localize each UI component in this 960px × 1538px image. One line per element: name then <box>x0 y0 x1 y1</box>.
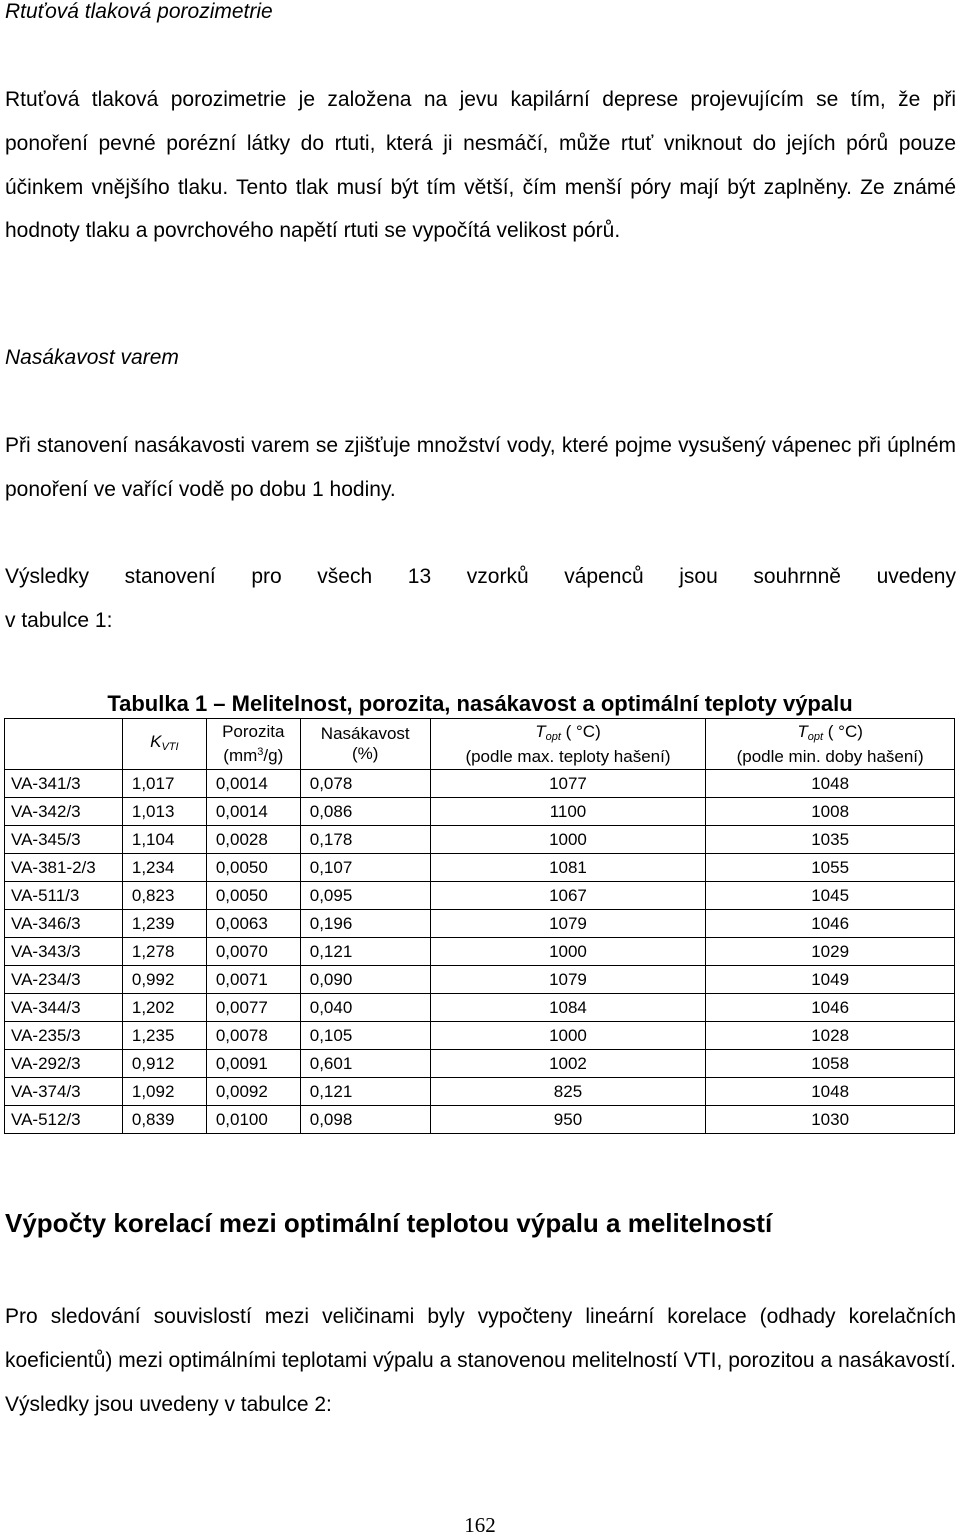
cell-topt-min: 1028 <box>706 1022 955 1050</box>
cell-nasakavost: 0,098 <box>300 1106 430 1134</box>
cell-porozita: 0,0100 <box>206 1106 300 1134</box>
paragraph-porozimetrie: Rtuťová tlaková porozimetrie je založena na jevu kapilární deprese projevujícím se tím, že při ponoření pevné porézní látky do rtuti, která ji nesmáčí, může rtuť vniknout do jejích pórů pouze účinkem vnějšího tlaku. Tento tlak musí být tím větší, čím menší póry mají být zaplněny. Ze známé hodnoty tlaku a povrchového napětí rtuti se vypočítá velikost pórů. <box>5 88 956 243</box>
cell-topt-max: 1067 <box>430 882 706 910</box>
cell-topt-min: 1058 <box>706 1050 955 1078</box>
table-row <box>5 882 955 910</box>
cell-nasakavost: 0,601 <box>300 1050 430 1078</box>
table-row <box>5 1078 955 1106</box>
cell-kvti: 1,239 <box>122 910 206 938</box>
cell-nasakavost: 0,105 <box>300 1022 430 1050</box>
cell-topt-max: 1081 <box>430 854 706 882</box>
cell-nasakavost: 0,121 <box>300 938 430 966</box>
cell-sample: VA-511/3 <box>5 882 123 910</box>
header-topt-max: $T_{opt}$ ( °C) (podle max. teploty hašení) <box>430 719 706 770</box>
cell-porozita: 0,0092 <box>206 1078 300 1106</box>
page-number: 162 <box>464 1513 496 1537</box>
cell-topt-min: 1055 <box>706 854 955 882</box>
cell-topt-max: 1084 <box>430 994 706 1022</box>
cell-topt-min: 1049 <box>706 966 955 994</box>
header-topt-min: $T_{opt}$ ( °C) (podle min. doby hašení) <box>706 719 955 770</box>
cell-topt-max: 1000 <box>430 1022 706 1050</box>
cell-porozita: 0,0070 <box>206 938 300 966</box>
cell-topt-min: 1045 <box>706 882 955 910</box>
table-row <box>5 994 955 1022</box>
header-sample <box>5 719 123 770</box>
table-caption: Tabulka 1 – Melitelnost, porozita, nasákavost a optimální teploty výpalu <box>107 691 853 716</box>
cell-kvti: 1,278 <box>122 938 206 966</box>
cell-nasakavost: 0,040 <box>300 994 430 1022</box>
cell-kvti: 1,235 <box>122 1022 206 1050</box>
cell-sample: VA-374/3 <box>5 1078 123 1106</box>
cell-topt-max: 1100 <box>430 798 706 826</box>
cell-topt-min: 1048 <box>706 770 955 798</box>
cell-nasakavost: 0,121 <box>300 1078 430 1106</box>
table-row <box>5 798 955 826</box>
cell-nasakavost: 0,090 <box>300 966 430 994</box>
header-kvti: $K_{VTI}$ <box>122 719 206 770</box>
cell-sample: VA-234/3 <box>5 966 123 994</box>
section-heading-korelace: Výpočty korelací mezi optimální teplotou výpalu a melitelností <box>5 1208 773 1238</box>
cell-sample: VA-512/3 <box>5 1106 123 1134</box>
cell-sample: VA-235/3 <box>5 1022 123 1050</box>
table-row <box>5 938 955 966</box>
data-table <box>4 718 955 1134</box>
cell-kvti: 1,013 <box>122 798 206 826</box>
cell-porozita: 0,0014 <box>206 770 300 798</box>
cell-kvti: 0,992 <box>122 966 206 994</box>
cell-kvti: 1,104 <box>122 826 206 854</box>
cell-topt-max: 1000 <box>430 938 706 966</box>
cell-kvti: 0,912 <box>122 1050 206 1078</box>
cell-nasakavost: 0,086 <box>300 798 430 826</box>
table-row <box>5 854 955 882</box>
table-row <box>5 910 955 938</box>
cell-topt-min: 1029 <box>706 938 955 966</box>
section-title-porozimetrie: Rtuťová tlaková porozimetrie <box>5 0 273 23</box>
cell-topt-min: 1046 <box>706 994 955 1022</box>
table-row <box>5 1106 955 1134</box>
cell-nasakavost: 0,178 <box>300 826 430 854</box>
cell-kvti: 0,823 <box>122 882 206 910</box>
table-row <box>5 1022 955 1050</box>
paragraph-korelace: Pro sledování souvislostí mezi veličinami byly vypočteny lineární korelace (odhady korelačních koeficientů) mezi optimálními teplotami výpalu a stanovenou melitelností VTI, porozitou a nasákavostí. Výsledky jsou uvedeny v tabulce 2: <box>5 1305 956 1416</box>
header-nasakavost: Nasákavost (%) <box>300 719 430 770</box>
paragraph-nasakavost: Při stanovení nasákavosti varem se zjišťuje množství vody, které pojme vysušený vápenec při úplném ponoření ve vařící vodě po dobu 1 hodiny. <box>5 434 956 501</box>
cell-topt-min: 1048 <box>706 1078 955 1106</box>
cell-nasakavost: 0,078 <box>300 770 430 798</box>
cell-topt-max: 1000 <box>430 826 706 854</box>
table-header-row <box>5 719 955 770</box>
cell-topt-max: 825 <box>430 1078 706 1106</box>
cell-sample: VA-341/3 <box>5 770 123 798</box>
cell-sample: VA-345/3 <box>5 826 123 854</box>
table-row <box>5 770 955 798</box>
cell-topt-max: 1077 <box>430 770 706 798</box>
table-body <box>5 770 955 1134</box>
cell-topt-min: 1030 <box>706 1106 955 1134</box>
cell-sample: VA-381-2/3 <box>5 854 123 882</box>
cell-porozita: 0,0063 <box>206 910 300 938</box>
cell-kvti: 0,839 <box>122 1106 206 1134</box>
cell-sample: VA-292/3 <box>5 1050 123 1078</box>
table-row <box>5 826 955 854</box>
cell-topt-min: 1008 <box>706 798 955 826</box>
cell-topt-max: 1079 <box>430 910 706 938</box>
cell-topt-max: 950 <box>430 1106 706 1134</box>
cell-topt-max: 1079 <box>430 966 706 994</box>
cell-porozita: 0,0077 <box>206 994 300 1022</box>
cell-topt-min: 1046 <box>706 910 955 938</box>
cell-porozita: 0,0050 <box>206 854 300 882</box>
cell-porozita: 0,0091 <box>206 1050 300 1078</box>
cell-sample: VA-346/3 <box>5 910 123 938</box>
cell-kvti: 1,017 <box>122 770 206 798</box>
cell-porozita: 0,0071 <box>206 966 300 994</box>
cell-porozita: 0,0050 <box>206 882 300 910</box>
cell-sample: VA-343/3 <box>5 938 123 966</box>
paragraph-vysledky-line2: v tabulce 1: <box>5 609 113 632</box>
cell-porozita: 0,0078 <box>206 1022 300 1050</box>
cell-nasakavost: 0,107 <box>300 854 430 882</box>
cell-kvti: 1,234 <box>122 854 206 882</box>
cell-porozita: 0,0014 <box>206 798 300 826</box>
paragraph-vysledky-line1: Výsledky stanovení pro všech 13 vzorků vápenců jsou souhrnně uvedeny <box>5 565 956 588</box>
header-porozita: Porozita $(mm^3/g)$ <box>206 719 300 770</box>
section-title-nasakavost: Nasákavost varem <box>5 346 179 369</box>
cell-kvti: 1,202 <box>122 994 206 1022</box>
cell-sample: VA-342/3 <box>5 798 123 826</box>
cell-sample: VA-344/3 <box>5 994 123 1022</box>
table-row <box>5 966 955 994</box>
table-row <box>5 1050 955 1078</box>
cell-nasakavost: 0,196 <box>300 910 430 938</box>
cell-porozita: 0,0028 <box>206 826 300 854</box>
cell-kvti: 1,092 <box>122 1078 206 1106</box>
cell-topt-min: 1035 <box>706 826 955 854</box>
cell-nasakavost: 0,095 <box>300 882 430 910</box>
cell-topt-max: 1002 <box>430 1050 706 1078</box>
